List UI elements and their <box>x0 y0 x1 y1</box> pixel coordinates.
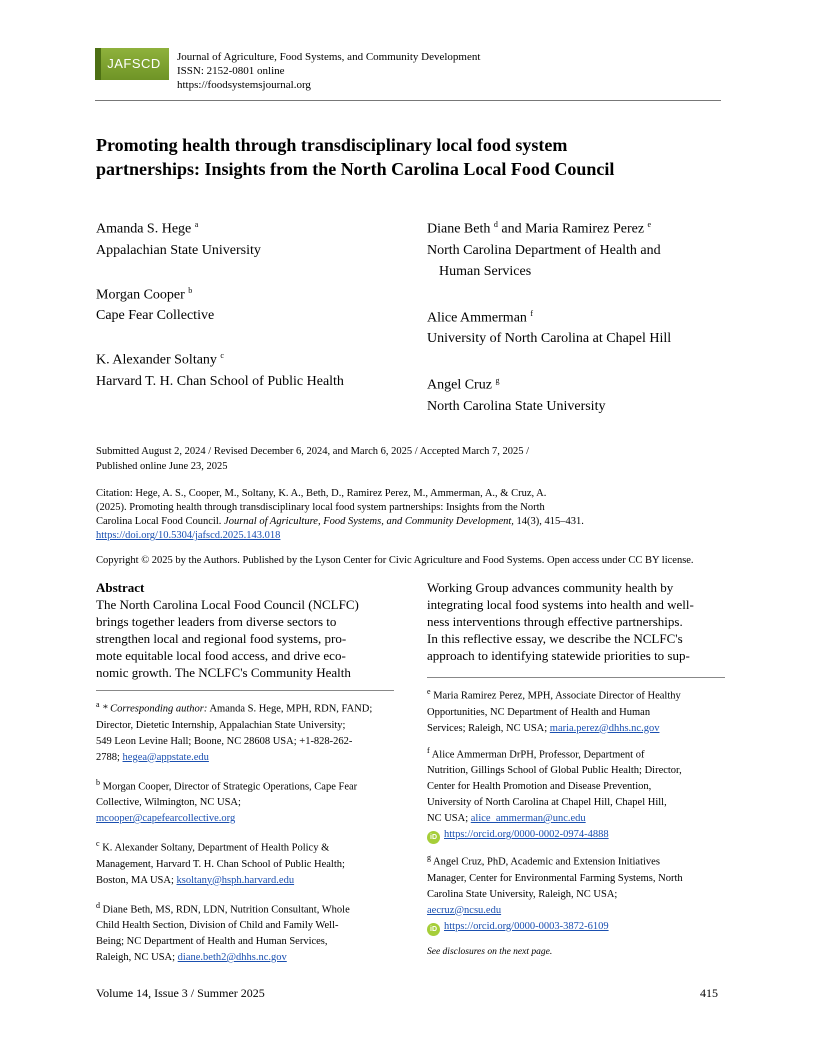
email-link[interactable]: maria.perez@dhhs.nc.gov <box>549 722 660 734</box>
orcid-icon: iD <box>427 923 440 936</box>
author-affiliation: North Carolina Department of Health and <box>427 242 661 258</box>
orcid-icon: iD <box>427 831 440 844</box>
email-link[interactable]: hegea@appstate.edu <box>122 751 209 763</box>
footnote-c: $^c$ K. Alexander Soltany, Department of Health Policy & <box>96 839 330 854</box>
email-link[interactable]: aecruz@ncsu.edu <box>427 904 502 916</box>
author-affiliation: Human Services <box>439 263 532 279</box>
email-link[interactable]: mcooper@capefearcollective.org <box>96 813 236 824</box>
footnote-d: $^d$ Diane Beth, MS, RDN, LDN, Nutrition Consultant, Whole <box>96 900 350 915</box>
footer-volume: Volume 14, Issue 3 / Summer 2025 <box>96 986 265 1000</box>
footnote-e: $^e$ Maria Ramirez Perez, MPH, Associate Director of Healthy <box>427 687 681 702</box>
copyright: Copyright © 2025 by the Authors. Published by the Lyson Center for Civic Agriculture and Food Systems. Open access under CC BY license. <box>96 555 694 566</box>
footnote-f: $^f$ Alice Ammerman DrPH, Professor, Department of <box>427 745 645 760</box>
author-name: Diane Beth $^d$ and Maria Ramirez Perez $^e$ <box>427 220 652 237</box>
author-name: Alice Ammerman $^f$ <box>427 308 534 326</box>
author-affiliation: University of North Carolina at Chapel Hill <box>427 331 672 347</box>
authors-left <box>96 214 416 392</box>
citation: Citation: Hege, A. S., Cooper, M., Soltany, K. A., Beth, D., Ramirez Perez, M., Ammerman, A., & Cruz, A. (2025). Promoting health through transdisciplinary local food system partnerships: Insights from the North Carolina Local Food Council. Journal of Agriculture, Food Systems, and Community Development, 14(3), 415–431. https://doi.org/10.5304/jafscd.2025.143.018 <box>96 487 726 543</box>
author-name: Amanda S. Hege $^a$ <box>96 220 199 237</box>
journal-name: Journal of Agriculture, Food Systems, and Community Development <box>177 51 481 63</box>
author-affiliation: Appalachian State University <box>96 242 261 258</box>
journal-issn: ISSN: 2152-0801 online <box>177 65 285 77</box>
orcid-link[interactable]: https://orcid.org/0000-0002-0974-4888 <box>444 829 609 840</box>
footnote-a: $^a$ * Corresponding author: Amanda S. Hege, MPH, RDN, FAND; <box>96 700 373 715</box>
submission-dates: Submitted August 2, 2024 / Revised December 6, 2024, and March 6, 2025 / Accepted March 7, 2025 / Published online June 23, 2025 <box>96 446 530 472</box>
footnotes-right: $^e$ Maria Ramirez Perez, MPH, Associate Director of Healthy Opportunities, NC Department of Health and Human Services; Raleigh, NC USA; maria.perez@dhhs.nc.gov $^f$ Alice Ammerman DrPH, Professor, Department of Nutrition, Gillings School of Global Public Health; Director, Center for Health Promotion and Disease Prevention, University of North Carolina at Chapel Hill, Chapel Hill, NC USA; alice_ammerman@unc.edu iD https://orcid.org/0000-0002-0974-4888 $^g$ Angel Cruz, PhD, Academic and Extension Initiatives Manager, Center for Environmental Farming Systems, North Carolina State University, Raleigh, NC USA; aecruz@ncsu.edu iD https://orcid.org/0000-0003-3872-6109 See disclosures on the next page. <box>427 684 727 960</box>
abstract-heading: Abstract <box>96 580 145 595</box>
journal-logo: JAFSCD <box>95 48 169 80</box>
orcid-link[interactable]: https://orcid.org/0000-0003-3872-6109 <box>444 920 609 932</box>
author-affiliation: North Carolina State University <box>427 398 606 414</box>
footnote-rule-left <box>96 690 394 691</box>
see-disclosures-note: See disclosures on the next page. <box>427 946 553 957</box>
author-affiliation: Cape Fear Collective <box>96 308 215 324</box>
email-link[interactable]: alice_ammerman@unc.edu <box>470 813 586 824</box>
journal-url[interactable]: https://foodsystemsjournal.org <box>177 79 311 91</box>
footnote-b: $^b$ Morgan Cooper, Director of Strategic Operations, Cape Fear <box>96 777 358 792</box>
email-link[interactable]: ksoltany@hsph.harvard.edu <box>176 874 295 886</box>
article-title: Promoting health through transdisciplinary local food system partnerships: Insights from the North Carolina Local Food Council <box>96 135 615 179</box>
author-name: K. Alexander Soltany $^c$ <box>96 351 224 368</box>
abstract-left-column: The North Carolina Local Food Council (NCLFC) brings together leaders from diverse sectors to strengthen local and regional food systems, pro- mote equitable local food access, and drive eco- nomic growth. The NCLFC's Community Health <box>96 597 359 680</box>
authors-right <box>427 214 727 417</box>
page-number: 415 <box>700 986 718 1000</box>
email-link[interactable]: diane.beth2@dhhs.nc.gov <box>177 952 287 963</box>
author-name: Morgan Cooper $^b$ <box>96 285 193 303</box>
author-name: Angel Cruz $^g$ <box>427 376 500 393</box>
footnote-rule-right <box>427 677 725 678</box>
doi-link[interactable]: https://doi.org/10.5304/jafscd.2025.143.018 <box>96 530 281 541</box>
author-affiliation: Harvard T. H. Chan School of Public Health <box>96 373 344 389</box>
abstract-right-column: Working Group advances community health by integrating local food systems into health and well- ness interventions through effective partnerships. In this reflective essay, we describe the NCLFC's approach to identifying statewide priorities to sup- <box>427 580 694 663</box>
header-rule <box>95 100 721 101</box>
footnote-g: $^g$ Angel Cruz, PhD, Academic and Extension Initiatives <box>427 853 660 868</box>
footnotes-left: $^a$ * Corresponding author: Amanda S. Hege, MPH, RDN, FAND; Director, Dietetic Internship, Appalachian State University; 549 Leon Levine Hall; Boone, NC 28608 USA; +1-828-262- 2788; hegea@appstate.edu $^b$ Morgan Cooper, Director of Strategic Operations, Cape Fear Collective, Wilmington, NC USA; mcooper@capefearcollective.org $^c$ K. Alexander Soltany, Department of Health Policy & Management, Harvard T. H. Chan School of Public Health; Boston, MA USA; ksoltany@hsph.harvard.edu $^d$ Diane Beth, MS, RDN, LDN, Nutrition Consultant, Whole Child Health Section, Division of Child and Family Well- Being; NC Department of Health and Human Services, Raleigh, NC USA; diane.beth2@dhhs.nc.gov <box>96 697 396 966</box>
journal-info <box>177 50 480 92</box>
